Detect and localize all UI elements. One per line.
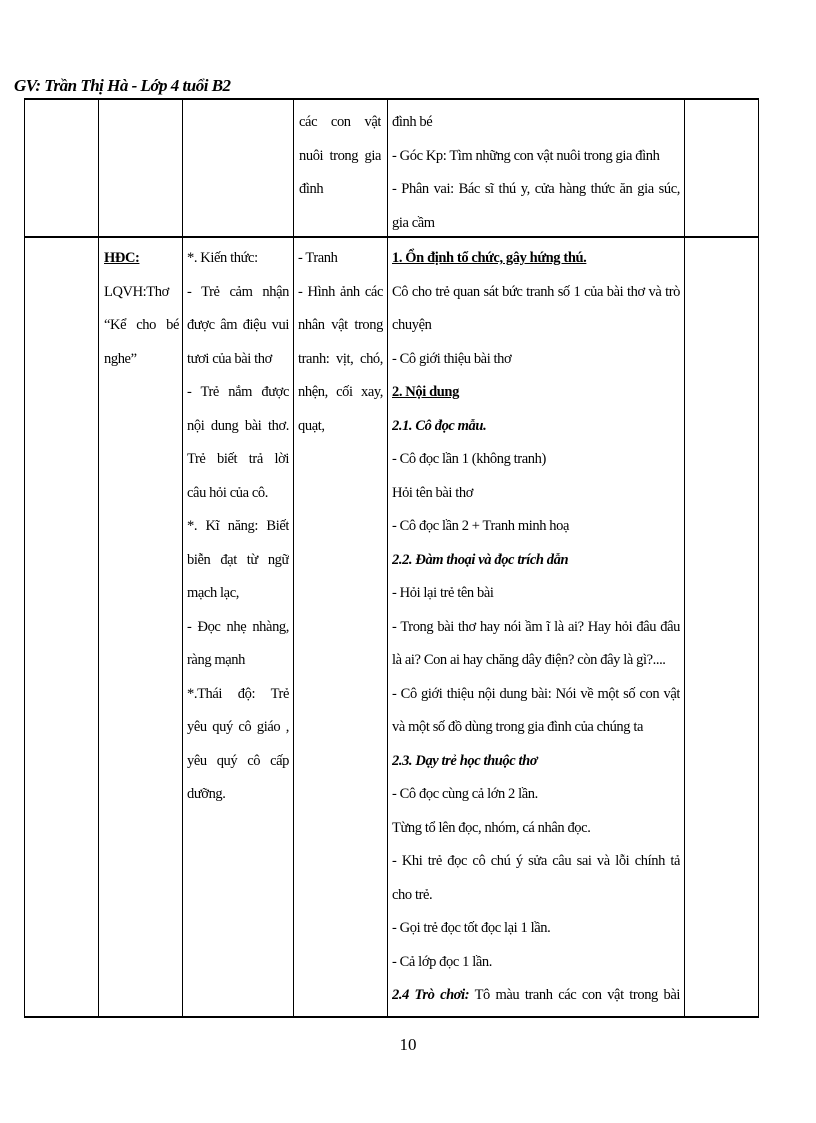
row2-activity-cell [392,242,680,1013]
text-line: biễn đạt từ ngữ [187,551,289,568]
text-line: - Hỏi lại trẻ tên bài [392,585,494,601]
text-line: nhân vật trong [298,317,383,333]
text-line: nghe” [104,350,137,367]
text-line: - Cô đọc lần 2 + Tranh minh hoạ [392,518,570,534]
text-line: quạt, [298,417,325,434]
text-line: dưỡng. [187,786,226,802]
text-line: ràng mạnh [187,652,246,668]
text-line: đình [299,181,324,197]
lesson-plan-table [24,98,759,1018]
row2-goals-cell [187,242,289,812]
page-header: GV: Trần Thị Hà - Lớp 4 tuổi B2 [14,76,231,95]
text-line: - Cô giới thiệu nội dung bài: Nói về một số con vật [392,685,680,702]
text-line: nhện, cối xay, [298,384,383,400]
text-line: LQVH:Thơ [104,283,169,300]
text-line: - Trẻ nắm được [187,384,289,400]
row1-materials-cell [299,106,381,207]
text-line: - Tranh [298,250,338,266]
page-number: 10 [399,1035,417,1054]
subsection-title: 2.4 Trò chơi: [392,987,470,1003]
text-line: đình bé [392,114,433,130]
text-line: được âm điệu vui [187,317,289,333]
text-line: *.Thái độ: Trẻ [187,685,289,702]
text-line [392,979,680,1013]
text-line: “Kể cho bé [104,317,179,333]
text-line: - Phân vai: Bác sĩ thú y, cửa hàng thức ăn gia súc, [392,181,680,197]
text-line: - Cô đọc cùng cả lớn 2 lần. [392,786,538,802]
text-line: - Cô đọc lần 1 (không tranh) [392,451,546,467]
text-line: yêu quý cô giáo , [187,719,289,735]
text-line: - Cả lớp đọc 1 lần. [392,953,492,970]
text-line: nội dung bài thơ. [187,417,289,434]
text-line: yêu quý cô cấp [187,752,289,769]
text-line: Cô cho trẻ quan sát bức tranh số 1 của bài thơ và trò [392,283,680,300]
text-line: - Đọc nhẹ nhàng, [187,618,289,635]
text-line: - Trong bài thơ hay nói ầm ĩ là ai? Hay hỏi đâu đâu [392,618,680,635]
row2-topic-cell [104,242,179,376]
text-line: gia cầm [392,214,435,231]
text-line: - Hình ảnh các [298,283,383,300]
text-line: - Khi trẻ đọc cô chú ý sửa câu sai và lỗi chính tả [392,853,680,869]
text-line: là ai? Con ai hay chăng dây điện? còn đây là gì?.... [392,652,666,668]
subsection-title: 2.3. Dạy trẻ học thuộc thơ [392,752,538,769]
text-line: - Trẻ cảm nhận [187,283,289,300]
text-line: nuôi trong gia [299,147,381,164]
text-line: Hỏi tên bài thơ [392,484,474,501]
row1-activity-cell [392,106,680,240]
topic-heading: HĐC: [104,250,140,266]
text-line: - Cô giới thiệu bài thơ [392,350,512,367]
text-line: *. Kĩ năng: Biết [187,518,289,534]
text-line: chuyện [392,317,432,333]
row2-materials-cell [298,242,383,443]
text-line: tươi của bài thơ [187,350,272,367]
text-line: Trẻ biết trả lời [187,451,289,467]
text-line: câu hỏi của cô. [187,484,268,501]
text-line: - Góc Kp: Tìm những con vật nuôi trong gia đình [392,147,660,164]
text-line-rest: Tô màu tranh các con vật trong bài [474,987,680,1003]
subsection-title: 2.1. Cô đọc mẫu. [392,417,487,434]
section-title: 1. Ổn định tổ chức, gây hứng thú. [392,250,587,266]
text-line: các con vật [299,114,381,130]
text-line: cho trẻ. [392,886,433,903]
text-line: Từng tổ lên đọc, nhóm, cá nhân đọc. [392,819,591,836]
text-line: *. Kiến thức: [187,250,258,266]
section-title: 2. Nội dung [392,384,459,400]
text-line: mạch lạc, [187,585,239,601]
subsection-title: 2.2. Đàm thoại và đọc trích dẫn [392,551,569,568]
text-line: và một số đồ dùng trong gia đình của chúng ta [392,719,644,735]
text-line: - Gọi trẻ đọc tốt đọc lại 1 lần. [392,920,551,936]
text-line: tranh: vịt, chó, [298,350,383,367]
